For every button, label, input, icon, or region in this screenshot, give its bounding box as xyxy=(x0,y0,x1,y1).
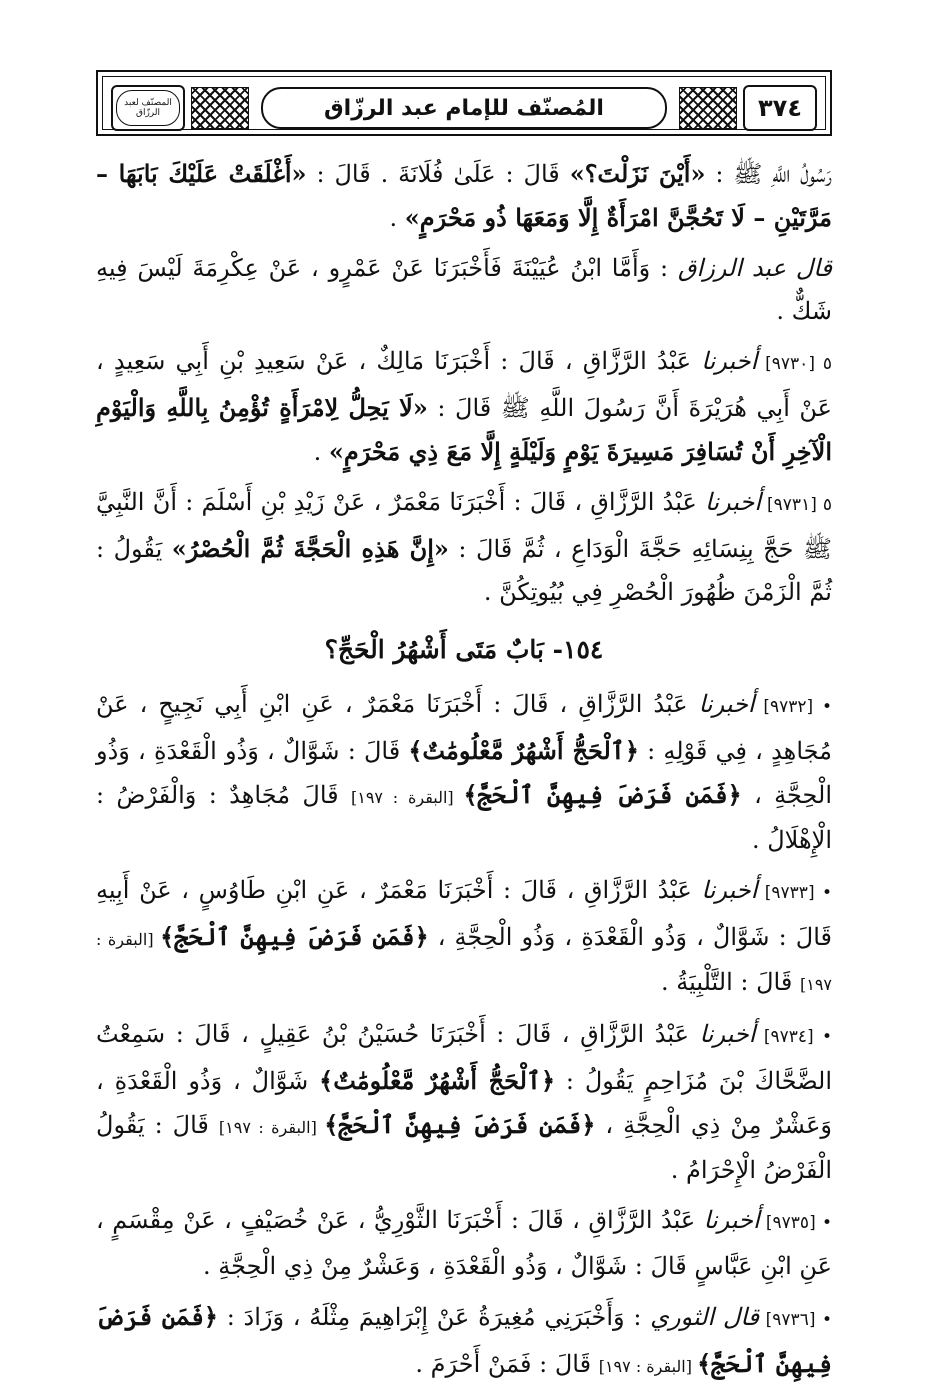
hadith-number: • [٩٧٣٤] xyxy=(755,1027,832,1047)
text-run: عَبْدُ الرَّزَّاقِ ، قَالَ : أَخْبَرَنَا مَعْمَرٌ ، عَنِ ابْنِ طَاوُسٍ ، عَنْ أَبِيهِ قَالَ : شَوَّالٌ ، وَذُو الْقَعْدَةِ ، وَذُو الْحِجَّةِ ، xyxy=(96,876,832,951)
quran-reference: [البقرة : ١٩٧] xyxy=(350,788,464,807)
text-run: قَالَ : يَقُولُ الْفَرْضُ الْإِحْرَامُ . xyxy=(96,1111,832,1184)
narrator-formula: أخبرنا xyxy=(705,488,762,516)
text-run: قَالَ : شَوَّالٌ ، وَذُو الْقَعْدَةِ ، وَذُو الْحِجَّةِ ، xyxy=(96,737,833,809)
hadith-paragraph xyxy=(96,1013,832,1192)
quoted-text: «إِنَّ هَذِهِ الْحَجَّةَ ثُمَّ الْحُصْرُ» xyxy=(171,534,449,563)
quran-reference: [البقرة : ١٩٧] xyxy=(218,1118,325,1137)
header-frame xyxy=(102,76,826,130)
emblem-text: المصنّف لعبد الرزّاق xyxy=(116,90,180,126)
text-run: . xyxy=(313,438,329,466)
lattice-ornament-right xyxy=(679,87,737,129)
quoted-text: ١٥٤- بَابٌ مَتَى أَشْهُرُ الْحَجِّ؟ xyxy=(324,635,604,664)
chapter-heading xyxy=(96,628,832,671)
hadith-paragraph xyxy=(96,481,832,614)
page-number: ٣٧٤ xyxy=(758,94,802,122)
text-run: عَبْدُ الرَّزَّاقِ ، قَالَ : أَخْبَرَنَا مَعْمَرٌ ، عَنِ ابْنِ أَبِي نَجِيحٍ ، عَنْ مُجَاهِدٍ ، فِي قَوْلِهِ : xyxy=(96,690,833,765)
page-body xyxy=(96,152,832,1395)
quoted-text: ﴿فَمَن فَرَضَ فِيهِنَّ ٱلْحَجَّ﴾ xyxy=(463,780,742,809)
hadith-paragraph xyxy=(96,683,832,862)
page-number-box xyxy=(743,85,817,131)
quoted-text: «أَيْنَ نَزَلْتَ؟» xyxy=(569,159,706,188)
narrator-formula: قال الثوري xyxy=(650,1303,760,1331)
text-run: قَالَ مُجَاهِدٌ : وَالْفَرْضُ : الْإِهْلَالُ . xyxy=(96,781,832,854)
hadith-number: • [٩٧٣٢] xyxy=(754,697,832,717)
text-run: : وَأَخْبَرَنِي مُغِيرَةُ عَنْ إِبْرَاهِيمَ مِثْلَهُ ، وَزَادَ : xyxy=(217,1303,651,1331)
hadith-paragraph xyxy=(96,869,832,1006)
text-run: عَبْدُ الرَّزَّاقِ ، قَالَ : أَخْبَرَنَا الثَّوْرِيُّ ، عَنْ خُصَيْفٍ ، عَنْ مِقْسَمٍ ، عَنِ ابْنِ عَبَّاسٍ قَالَ : شَوَّالٌ ، وَذُو الْقَعْدَةِ ، وَعَشْرٌ مِنْ ذِي الْحِجَّةِ . xyxy=(96,1206,832,1280)
title-cartouche xyxy=(261,87,667,129)
text-run: عَبْدُ الرَّزَّاقِ ، قَالَ : أَخْبَرَنَا مَعْمَرٌ ، عَنْ زَيْدِ بْنِ أَسْلَمَ : أَنَّ النَّبِيَّ ﷺ حَجَّ بِنِسَائِهِ حَجَّةَ الْوَدَاعِ ، ثُمَّ قَالَ : xyxy=(96,488,832,563)
text-run: قَالَ : عَلَىٰ فُلَانَةَ . قَالَ : xyxy=(306,160,570,188)
quoted-text: «لَا يَحِلُّ لِامْرَأَةٍ تُؤْمِنُ بِاللَّهِ وَالْيَوْمِ الْآخِرِ أَنْ تُسَافِرَ مَسِيرَةَ يَوْمٍ وَلَيْلَةٍ إِلَّا مَعَ ذِي مَحْرَمٍ» xyxy=(96,393,832,466)
quoted-text: «أَغْلَقَتْ عَلَيْكَ بَابَهَا – مَرَّتَيْنِ – لَا تَحُجَّنَّ امْرَأَةٌ إِلَّا وَمَعَهَا ذُو مَحْرَمٍ» xyxy=(96,159,832,232)
quoted-text: ﴿فَمَن فَرَضَ فِيهِنَّ ٱلْحَجَّ﴾ xyxy=(160,922,429,951)
running-title: المُصنّف للإمام عبد الرزّاق xyxy=(324,95,604,121)
text-run: قَالَ : التَّلْبِيَةُ . xyxy=(660,968,800,996)
text-run: . xyxy=(389,204,405,232)
hadith-paragraph xyxy=(96,1199,832,1288)
narrator-formula: أخبرنا xyxy=(699,1020,756,1048)
quoted-text: ﴿ٱلْحَجُّ أَشْهُرٌ مَّعْلُومَٰتٌ﴾ xyxy=(408,736,639,765)
hadith-paragraph xyxy=(96,1295,832,1388)
hadith-paragraph xyxy=(96,340,832,474)
text-run: يَقُولُ : ثُمَّ الْزَمْنَ ظُهُورَ الْحُصْرِ فِي بُيُوتِكُنَّ . xyxy=(96,535,832,606)
hadith-number: ٥ [٩٧٣١] xyxy=(761,495,832,515)
page-header xyxy=(96,70,832,136)
hadith-paragraph xyxy=(96,152,832,240)
text-run: عَبْدُ الرَّزَّاقِ ، قَالَ : أَخْبَرَنَا حُسَيْنُ بْنُ عَقِيلٍ ، قَالَ : سَمِعْتُ الضَّحَّاكَ بْنَ مُزَاحِمٍ يَقُولُ : xyxy=(96,1020,832,1095)
quran-reference: [البقرة : ١٩٧] xyxy=(96,930,832,994)
text-run: رَسُولُ اللَّهِ ﷺ : xyxy=(705,160,833,188)
hadith-number: • [٩٧٣٣] xyxy=(757,883,832,903)
narrator-formula: أخبرنا xyxy=(698,690,755,718)
quoted-text: ﴿ٱلْحَجُّ أَشْهُرٌ مَّعْلُومَٰتٌ﴾ xyxy=(319,1066,556,1095)
quoted-text: ﴿فَمَن فَرَضَ فِيهِنَّ ٱلْحَجَّ﴾ xyxy=(324,1110,596,1139)
quoted-text: ﴿فَمَن فَرَضَ فِيهِنَّ ٱلْحَجَّ﴾ xyxy=(96,1302,832,1378)
text-run: عَبْدُ الرَّزَّاقِ ، قَالَ : أَخْبَرَنَا مَالِكٌ ، عَنْ سَعِيدِ بْنِ أَبِي سَعِيدٍ ، عَنْ أَبِي هُرَيْرَةَ أَنَّ رَسُولَ اللَّهِ ﷺ قَالَ : xyxy=(96,347,833,422)
narrator-formula: أخبرنا xyxy=(701,876,758,904)
text-run: قَالَ : فَمَنْ أَحْرَمَ . xyxy=(415,1350,599,1378)
hadith-number: ٥ [٩٧٣٠] xyxy=(757,354,832,374)
narrator-formula: قال عبد الرزاق xyxy=(677,254,832,282)
narrator-formula: أخبرنا xyxy=(703,1206,760,1234)
narrator-formula: أخبرنا xyxy=(701,347,758,375)
hadith-number: • [٩٧٣٥] xyxy=(759,1213,832,1233)
text-run: : وَأَمَّا ابْنُ عُيَيْنَةَ فَأَخْبَرَنَا عَنْ عَمْرٍو ، عَنْ عِكْرِمَةَ لَيْسَ فِيهِ شَكٌّ . xyxy=(96,254,832,325)
publisher-emblem xyxy=(111,85,185,131)
hadith-number: • [٩٧٣٦] xyxy=(759,1310,832,1330)
lattice-ornament-left xyxy=(191,87,249,129)
hadith-paragraph xyxy=(96,247,832,333)
text-run: شَوَّالٌ ، وَذُو الْقَعْدَةِ ، وَعَشْرٌ مِنْ ذِي الْحِجَّةِ ، xyxy=(96,1067,832,1139)
quran-reference: [البقرة : ١٩٧] xyxy=(598,1357,698,1376)
